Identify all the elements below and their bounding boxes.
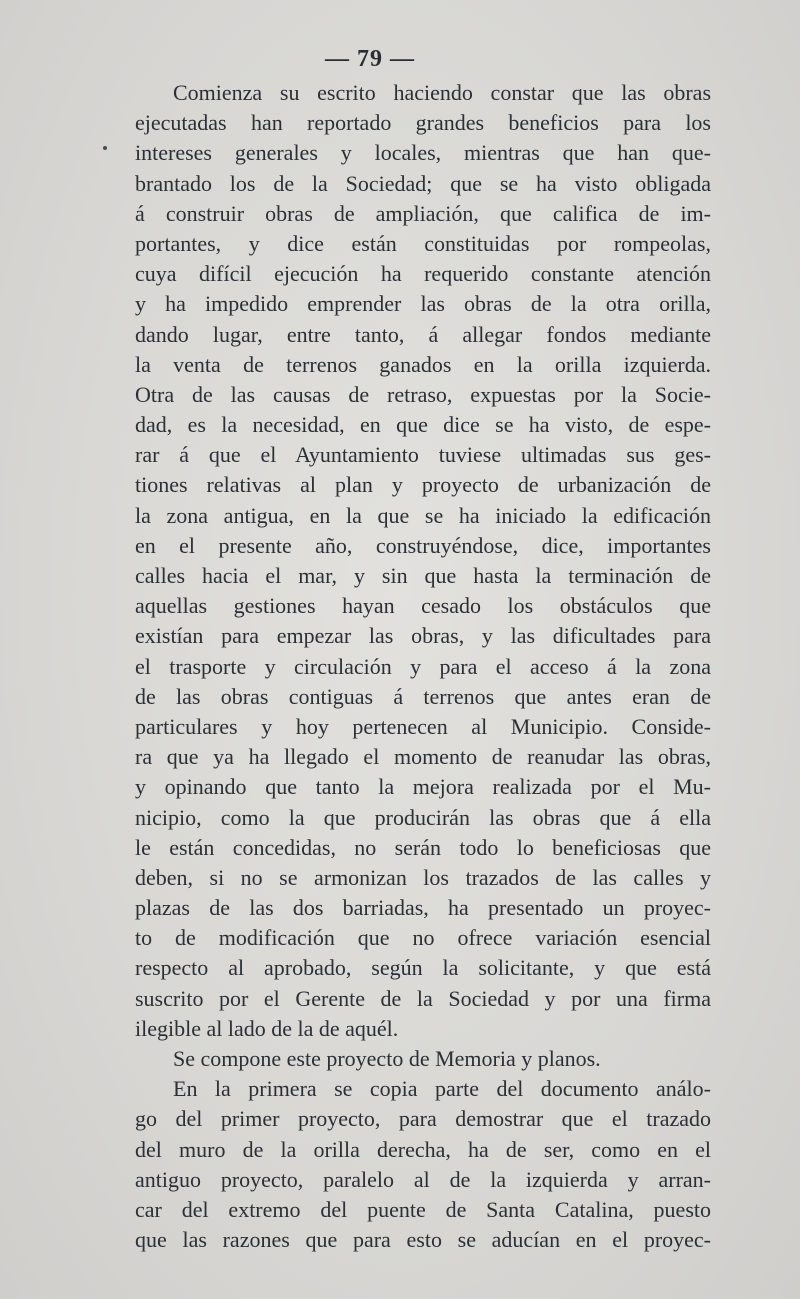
text-line: le están concedidas, no serán todo lo beneficiosas que (135, 834, 711, 860)
text-line: Otra de las causas de retraso, expuestas por la Socie- (135, 381, 711, 407)
text-line: en el presente año, construyéndose, dice, importantes (135, 532, 711, 558)
text-line: el trasporte y circulación y para el acceso á la zona (135, 653, 711, 679)
text-line: que las razones que para esto se aducían en el proyec- (135, 1227, 711, 1253)
text-line: intereses generales y locales, mientras que han que- (135, 140, 711, 166)
text-line: Comienza su escrito haciendo constar que las obras (173, 80, 711, 105)
text-line: del muro de la orilla derecha, ha de ser, como en el (135, 1136, 711, 1162)
text-line: aquellas gestiones hayan cesado los obstáculos que (135, 593, 711, 619)
text-line: Se compone este proyecto de Memoria y planos. (173, 1046, 601, 1071)
text-line: existían para empezar las obras, y las dificultades para (135, 623, 711, 649)
text-line: respecto al aprobado, según la solicitante, y que está (135, 955, 711, 981)
text-line: de las obras contiguas á terrenos que antes eran de (135, 683, 711, 709)
text-line: la venta de terrenos ganados en la orilla izquierda. (135, 351, 711, 377)
text-line: ra que ya ha llegado el momento de reanudar las obras, (135, 744, 711, 770)
text-line: cuya difícil ejecución ha requerido constante atención (135, 261, 711, 287)
text-line: car del extremo del puente de Santa Catalina, puesto (135, 1196, 711, 1222)
text-line: dando lugar, entre tanto, á allegar fondos mediante (135, 321, 711, 347)
text-line: deben, si no se armonizan los trazados de las calles y (135, 864, 711, 890)
text-line: En la primera se copia parte del documento análo- (173, 1076, 711, 1102)
text-line: rar á que el Ayuntamiento tuviese ultimadas sus ges- (135, 442, 711, 468)
text-line: plazas de las dos barriadas, ha presentado un proyec- (135, 895, 711, 921)
text-line: particulares y hoy pertenecen al Municipio. Conside- (135, 713, 711, 739)
text-line: go del primer proyecto, para demostrar que el trazado (135, 1106, 711, 1132)
text-line: portantes, y dice están constituidas por rompeolas, (135, 230, 711, 256)
text-line: to de modificación que no ofrece variación esencial (135, 925, 711, 951)
text-line: suscrito por el Gerente de la Sociedad y por una firma (135, 985, 711, 1011)
text-line: la zona antigua, en la que se ha iniciado la edificación (135, 502, 711, 528)
text-line: ilegible al lado de la de aquél. (135, 1015, 399, 1041)
text-line: y ha impedido emprender las obras de la otra orilla, (135, 291, 711, 317)
body-text (135, 78, 711, 1255)
text-line: brantado los de la Sociedad; que se ha visto obligada (135, 170, 711, 196)
text-line: calles hacia el mar, y sin que hasta la terminación de (135, 563, 711, 588)
text-line: tiones relativas al plan y proyecto de urbanización de (135, 472, 711, 498)
page-number: — 79 — (325, 46, 415, 72)
text-line: antiguo proyecto, paralelo al de la izquierda y arran- (135, 1166, 711, 1192)
text-line: dad, es la necesidad, en que dice se ha visto, de espe- (135, 412, 711, 438)
text-line: ejecutadas han reportado grandes beneficios para los (135, 110, 711, 136)
text-line: y opinando que tanto la mejora realizada por el Mu- (135, 774, 711, 800)
text-line: á construir obras de ampliación, que califica de im- (135, 200, 711, 226)
text-line: nicipio, como la que producirán las obras que á ella (135, 804, 711, 830)
margin-mark (103, 146, 107, 150)
